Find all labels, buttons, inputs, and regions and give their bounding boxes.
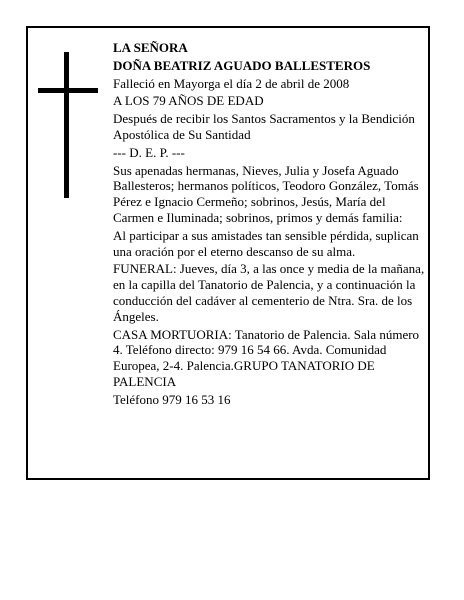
funeral-paragraph: FUNERAL: Jueves, día 3, a las once y media de la mañana, en la capilla del Tanatorio de Palencia, y a continuación la conducción del cadáver al cementerio de Ntra. Sra. de los Ángeles.: [113, 261, 425, 324]
deceased-name: DOÑA BEATRIZ AGUADO BALLESTEROS: [113, 57, 371, 73]
family-paragraph: Sus apenadas hermanas, Nieves, Julia y Josefa Aguado Ballesteros; hermanos políticos, Teodoro González, Tomás Pérez e Ignacio Cermeño; sobrinos, Jesús, María del Carmen e Iluminada; sobrinos, primos y demás familia:: [113, 162, 419, 225]
latin-cross-icon: [38, 52, 98, 198]
sacraments-line: Después de recibir los Santos Sacramentos y la Bendición Apostólica de Su Santidad: [113, 111, 415, 142]
obituary-text: [113, 40, 425, 410]
age-line: A LOS 79 AÑOS DE EDAD: [113, 93, 264, 109]
request-paragraph: Al participar a sus amistades tan sensible pérdida, suplican una oración por el eterno descanso de su alma.: [113, 227, 419, 259]
casa-mortuoria-paragraph: CASA MORTUORIA: Tanatorio de Palencia. Sala número 4. Teléfono directo: 979 16 54 66. Avda. Comunidad Europea, 2-4. Palencia.GRUPO TANATORIO DE PALENCIA: [113, 326, 420, 389]
cross-vertical-bar: [64, 52, 69, 198]
header-line-1: LA SEÑORA: [113, 40, 188, 55]
cross-horizontal-bar: [38, 88, 98, 93]
death-notice: Falleció en Mayorga el día 2 de abril de 2008: [113, 75, 350, 91]
dep-line: --- D. E. P. ---: [113, 144, 185, 160]
phone-line: Teléfono 979 16 53 16: [113, 391, 231, 407]
